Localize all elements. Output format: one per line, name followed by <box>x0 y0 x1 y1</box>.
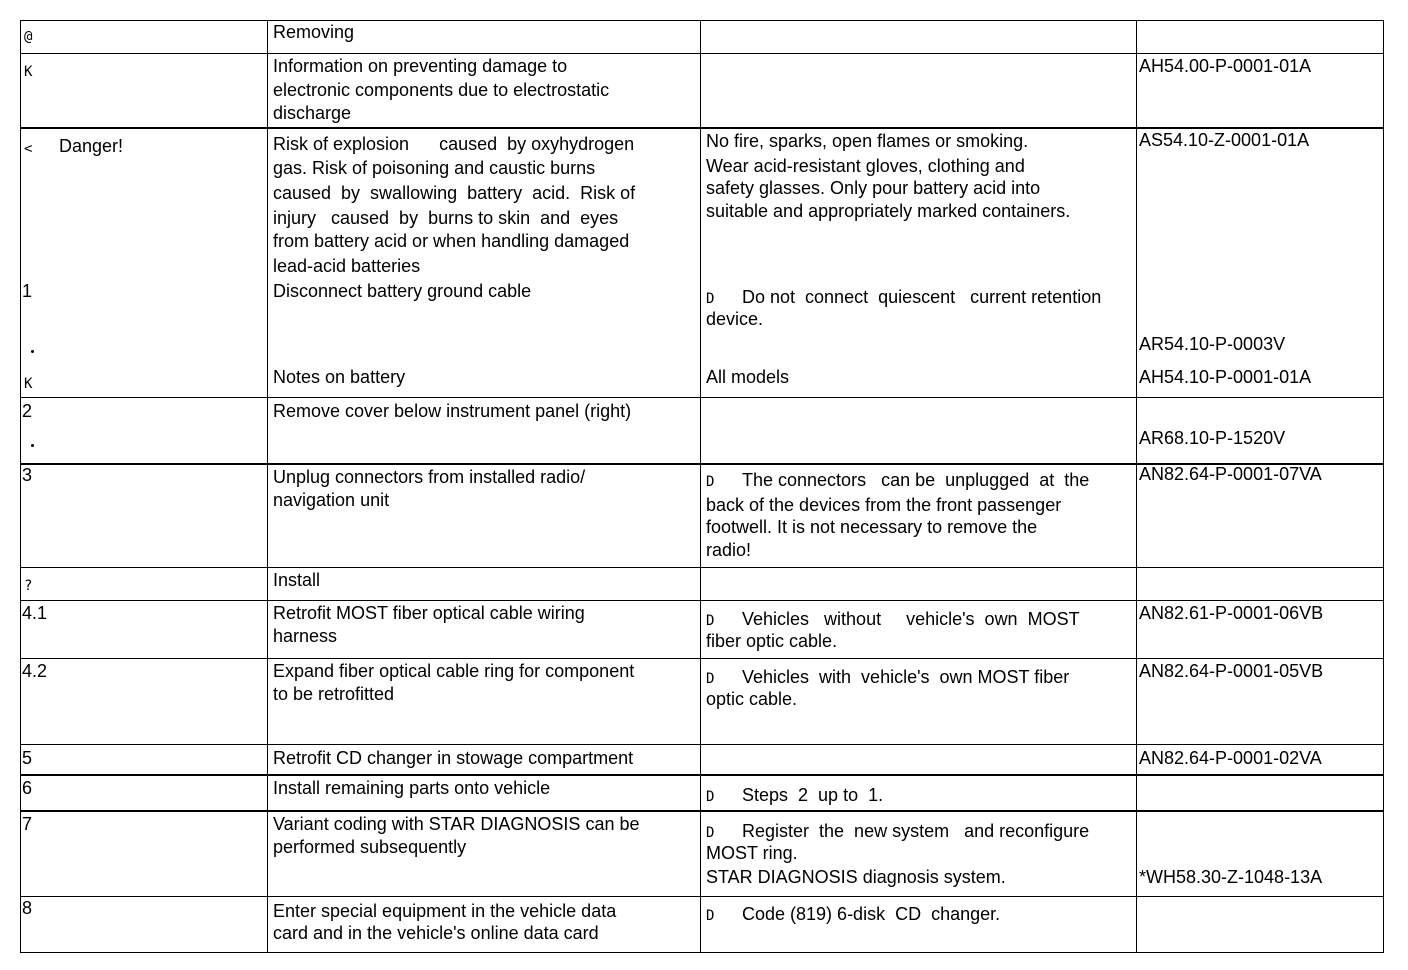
danger-symbol: < <box>24 141 33 157</box>
step-note-line: Vehicles without vehicle's own MOST <box>742 609 1080 629</box>
step-text: Retrofit CD changer in stowage compartment <box>273 748 634 768</box>
esd-info-line: discharge <box>273 103 352 123</box>
step-note: Steps 2 up to 1. <box>742 785 884 805</box>
note-bullet-symbol: D <box>706 291 715 307</box>
step-text-line: Retrofit MOST fiber optical cable wiring <box>273 603 585 623</box>
step-number: 2 <box>22 401 33 421</box>
step-text-line: card and in the vehicle's online data card <box>273 923 599 943</box>
sub-reference-bullet <box>31 350 34 353</box>
info-symbol: K <box>24 64 33 80</box>
step-note-line: Register the new system and reconfigure <box>742 821 1090 841</box>
note-bullet-symbol: D <box>706 908 715 924</box>
table-border-right <box>1383 20 1384 953</box>
danger-label: Danger! <box>59 136 124 156</box>
note-bullet-symbol: D <box>706 671 715 687</box>
reference-code: AN82.64-P-0001-07VA <box>1139 464 1322 484</box>
removing-symbol: @ <box>24 29 33 45</box>
table-border-bottom <box>20 952 1384 953</box>
column-divider <box>700 20 701 953</box>
step-text-line: Expand fiber optical cable ring for component <box>273 661 635 681</box>
danger-text-line: caused by swallowing battery acid. Risk of <box>273 183 636 203</box>
danger-text-line: lead-acid batteries <box>273 256 421 276</box>
step-number: 6 <box>22 778 33 798</box>
step-number: 5 <box>22 748 33 768</box>
danger-text-line: injury caused by burns to skin and eyes <box>273 208 619 228</box>
step-note: Code (819) 6-disk CD changer. <box>742 904 1001 924</box>
step-note-line: radio! <box>706 540 752 560</box>
step-note-line: MOST ring. <box>706 843 798 863</box>
step-number: 3 <box>22 465 33 485</box>
row-divider <box>20 658 1384 659</box>
row-divider <box>20 744 1384 745</box>
step-note-line: Do not connect quiescent current retention <box>742 287 1102 307</box>
column-divider <box>267 20 268 953</box>
step-text-line: performed subsequently <box>273 837 467 857</box>
row-divider <box>20 600 1384 601</box>
reference-code: AS54.10-Z-0001-01A <box>1139 130 1310 150</box>
note-bullet-symbol: D <box>706 474 715 490</box>
step-text-line: to be retrofitted <box>273 684 395 704</box>
table-border-top <box>20 20 1384 21</box>
step-number: 4.2 <box>22 661 48 681</box>
step-number: 1 <box>22 281 33 301</box>
reference-code: AR68.10-P-1520V <box>1139 428 1286 448</box>
column-divider <box>1136 20 1137 953</box>
reference-code: *WH58.30-Z-1048-13A <box>1139 867 1323 887</box>
row-divider <box>20 397 1384 398</box>
row-divider <box>20 53 1384 54</box>
reference-code: AN82.64-P-0001-05VB <box>1139 661 1324 681</box>
step-note-line: device. <box>706 309 764 329</box>
step-text-line: navigation unit <box>273 490 390 510</box>
battery-notes-text: Notes on battery <box>273 367 406 387</box>
note-bullet-symbol: D <box>706 613 715 629</box>
step-note-line: back of the devices from the front passenger <box>706 495 1062 515</box>
row-divider <box>20 774 1384 776</box>
danger-text-line: from battery acid or when handling damaged <box>273 231 630 251</box>
step-note-line: footwell. It is not necessary to remove the <box>706 517 1038 537</box>
step-note-line: fiber optic cable. <box>706 631 838 651</box>
step-number: 7 <box>22 814 33 834</box>
step-text: Install remaining parts onto vehicle <box>273 778 551 798</box>
step-note-line: The connectors can be unplugged at the <box>742 470 1090 490</box>
sub-reference-bullet <box>31 444 34 447</box>
reference-code: AH54.10-P-0001-01A <box>1139 367 1312 387</box>
step-text: Remove cover below instrument panel (right) <box>273 401 632 421</box>
danger-text-line: gas. Risk of poisoning and caustic burns <box>273 158 596 178</box>
danger-note-line: No fire, sparks, open flames or smoking. <box>706 131 1029 151</box>
battery-notes-note: All models <box>706 367 790 387</box>
step-text-line: Unplug connectors from installed radio/ <box>273 467 586 487</box>
note-bullet-symbol: D <box>706 789 715 805</box>
step-text: Disconnect battery ground cable <box>273 281 532 301</box>
row-divider <box>20 810 1384 812</box>
info-symbol: K <box>24 376 33 392</box>
danger-note-line: suitable and appropriately marked containers. <box>706 201 1071 221</box>
row-divider <box>20 896 1384 897</box>
step-text-line: harness <box>273 626 338 646</box>
section-heading-install: Install <box>273 570 321 590</box>
esd-info-line: Information on preventing damage to <box>273 56 568 76</box>
reference-code: AN82.61-P-0001-06VB <box>1139 603 1324 623</box>
column-divider <box>20 20 21 953</box>
step-note-line: Vehicles with vehicle's own MOST fiber <box>742 667 1070 687</box>
install-symbol: ? <box>24 578 33 594</box>
step-text-line: Enter special equipment in the vehicle data <box>273 901 617 921</box>
esd-info-line: electronic components due to electrostatic <box>273 80 610 100</box>
step-text-line: Variant coding with STAR DIAGNOSIS can be <box>273 814 640 834</box>
danger-note-line: safety glasses. Only pour battery acid into <box>706 178 1041 198</box>
step-number: 4.1 <box>22 603 48 623</box>
danger-note-line: Wear acid-resistant gloves, clothing and <box>706 156 1025 176</box>
step-note-extra: STAR DIAGNOSIS diagnosis system. <box>706 867 1006 887</box>
section-heading-removing: Removing <box>273 22 355 42</box>
step-note-line: optic cable. <box>706 689 798 709</box>
reference-code: AN82.64-P-0001-02VA <box>1139 748 1322 768</box>
reference-code: AR54.10-P-0003V <box>1139 334 1286 354</box>
note-bullet-symbol: D <box>706 825 715 841</box>
danger-text-line: Risk of explosion caused by oxyhydrogen <box>273 134 635 154</box>
reference-code: AH54.00-P-0001-01A <box>1139 56 1312 76</box>
step-number: 8 <box>22 898 33 918</box>
row-divider <box>20 567 1384 568</box>
